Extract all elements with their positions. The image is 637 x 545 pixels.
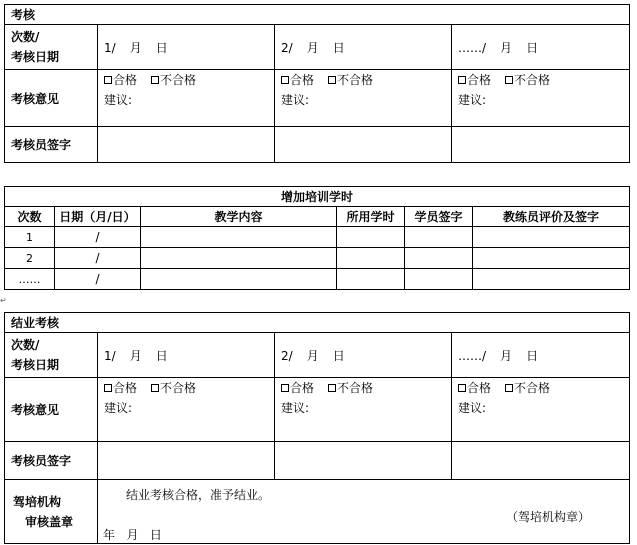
school-approval-cell[interactable] — [98, 480, 630, 544]
table-row — [5, 248, 630, 269]
suggestion-label: 建议: — [281, 401, 310, 415]
header-content: 教学内容 — [141, 207, 337, 227]
opinion-cell-1 — [98, 70, 275, 127]
row-coach-evaluation[interactable] — [473, 248, 630, 269]
examiner-signature-label: 考核员签字 — [5, 442, 98, 480]
row-number: …… — [5, 269, 55, 290]
fail-checkbox[interactable]: 不合格 — [505, 378, 550, 398]
examiner-signature-2[interactable] — [275, 442, 452, 480]
opinion-label: 考核意见 — [5, 70, 98, 127]
final-date-2[interactable]: 2/ 月 日 — [275, 333, 452, 378]
pass-checkbox[interactable]: 合格 — [458, 378, 491, 398]
pass-checkbox[interactable]: 合格 — [458, 70, 491, 90]
suggestion-label: 建议: — [458, 93, 487, 107]
fail-checkbox[interactable]: 不合格 — [328, 378, 373, 398]
suggestion-label: 建议: — [104, 93, 133, 107]
header-student-signature: 学员签字 — [405, 207, 473, 227]
extra-training-table — [4, 186, 630, 290]
suggestion-label: 建议: — [458, 401, 487, 415]
approval-statement: 结业考核合格，准予结业。 — [126, 488, 271, 502]
pass-checkbox[interactable]: 合格 — [104, 70, 137, 90]
fail-checkbox[interactable]: 不合格 — [328, 70, 373, 90]
examiner-signature-2[interactable] — [275, 127, 452, 163]
table-row — [5, 269, 630, 290]
row-hours[interactable] — [337, 227, 405, 248]
extra-training-title: 增加培训学时 — [5, 187, 630, 207]
assessment-date-2[interactable]: 2/ 月 日 — [275, 25, 452, 70]
header-date: 日期（月/日） — [55, 207, 141, 227]
examiner-signature-label: 考核员签字 — [5, 127, 98, 163]
table-row — [5, 227, 630, 248]
assessment-table — [4, 4, 630, 163]
opinion-cell-1 — [98, 378, 275, 442]
fail-checkbox[interactable]: 不合格 — [151, 70, 196, 90]
row-number: 1 — [5, 227, 55, 248]
suggestion-label: 建议: — [104, 401, 133, 415]
row-hours[interactable] — [337, 248, 405, 269]
final-date-1[interactable]: 1/ 月 日 — [98, 333, 275, 378]
school-stamp-placeholder: （驾培机构章） — [506, 510, 591, 524]
header-times: 次数 — [5, 207, 55, 227]
opinion-cell-2 — [275, 378, 452, 442]
paragraph-mark-icon: ↵ — [0, 296, 7, 305]
row-student-signature[interactable] — [405, 269, 473, 290]
opinion-cell-3 — [452, 378, 630, 442]
school-approval-label: 驾培机构 审核盖章 — [5, 480, 98, 544]
row-coach-evaluation[interactable] — [473, 227, 630, 248]
assessment-date-3[interactable]: ……/ 月 日 — [452, 25, 630, 70]
row-student-signature[interactable] — [405, 248, 473, 269]
suggestion-label: 建议: — [281, 93, 310, 107]
assessment-date-1[interactable]: 1/ 月 日 — [98, 25, 275, 70]
final-assessment-table — [4, 312, 630, 544]
opinion-cell-2 — [275, 70, 452, 127]
row-date[interactable]: / — [55, 227, 141, 248]
examiner-signature-1[interactable] — [98, 127, 275, 163]
final-date-3[interactable]: ……/ 月 日 — [452, 333, 630, 378]
row-student-signature[interactable] — [405, 227, 473, 248]
final-assessment-title: 结业考核 — [5, 313, 630, 333]
row-coach-evaluation[interactable] — [473, 269, 630, 290]
row-content[interactable] — [141, 227, 337, 248]
row-content[interactable] — [141, 269, 337, 290]
assessment-title: 考核 — [5, 5, 630, 25]
opinion-cell-3 — [452, 70, 630, 127]
fail-checkbox[interactable]: 不合格 — [505, 70, 550, 90]
approval-date: 年 月 日 — [103, 528, 162, 542]
row-date[interactable]: / — [55, 269, 141, 290]
row-content[interactable] — [141, 248, 337, 269]
pass-checkbox[interactable]: 合格 — [104, 378, 137, 398]
row-hours[interactable] — [337, 269, 405, 290]
opinion-label: 考核意见 — [5, 378, 98, 442]
times-date-label: 次数/ 考核日期 — [5, 25, 98, 70]
row-date[interactable]: / — [55, 248, 141, 269]
header-hours: 所用学时 — [337, 207, 405, 227]
examiner-signature-3[interactable] — [452, 442, 630, 480]
header-coach-evaluation: 教练员评价及签字 — [473, 207, 630, 227]
pass-checkbox[interactable]: 合格 — [281, 378, 314, 398]
times-date-label: 次数/ 考核日期 — [5, 333, 98, 378]
examiner-signature-1[interactable] — [98, 442, 275, 480]
examiner-signature-3[interactable] — [452, 127, 630, 163]
row-number: 2 — [5, 248, 55, 269]
fail-checkbox[interactable]: 不合格 — [151, 378, 196, 398]
pass-checkbox[interactable]: 合格 — [281, 70, 314, 90]
